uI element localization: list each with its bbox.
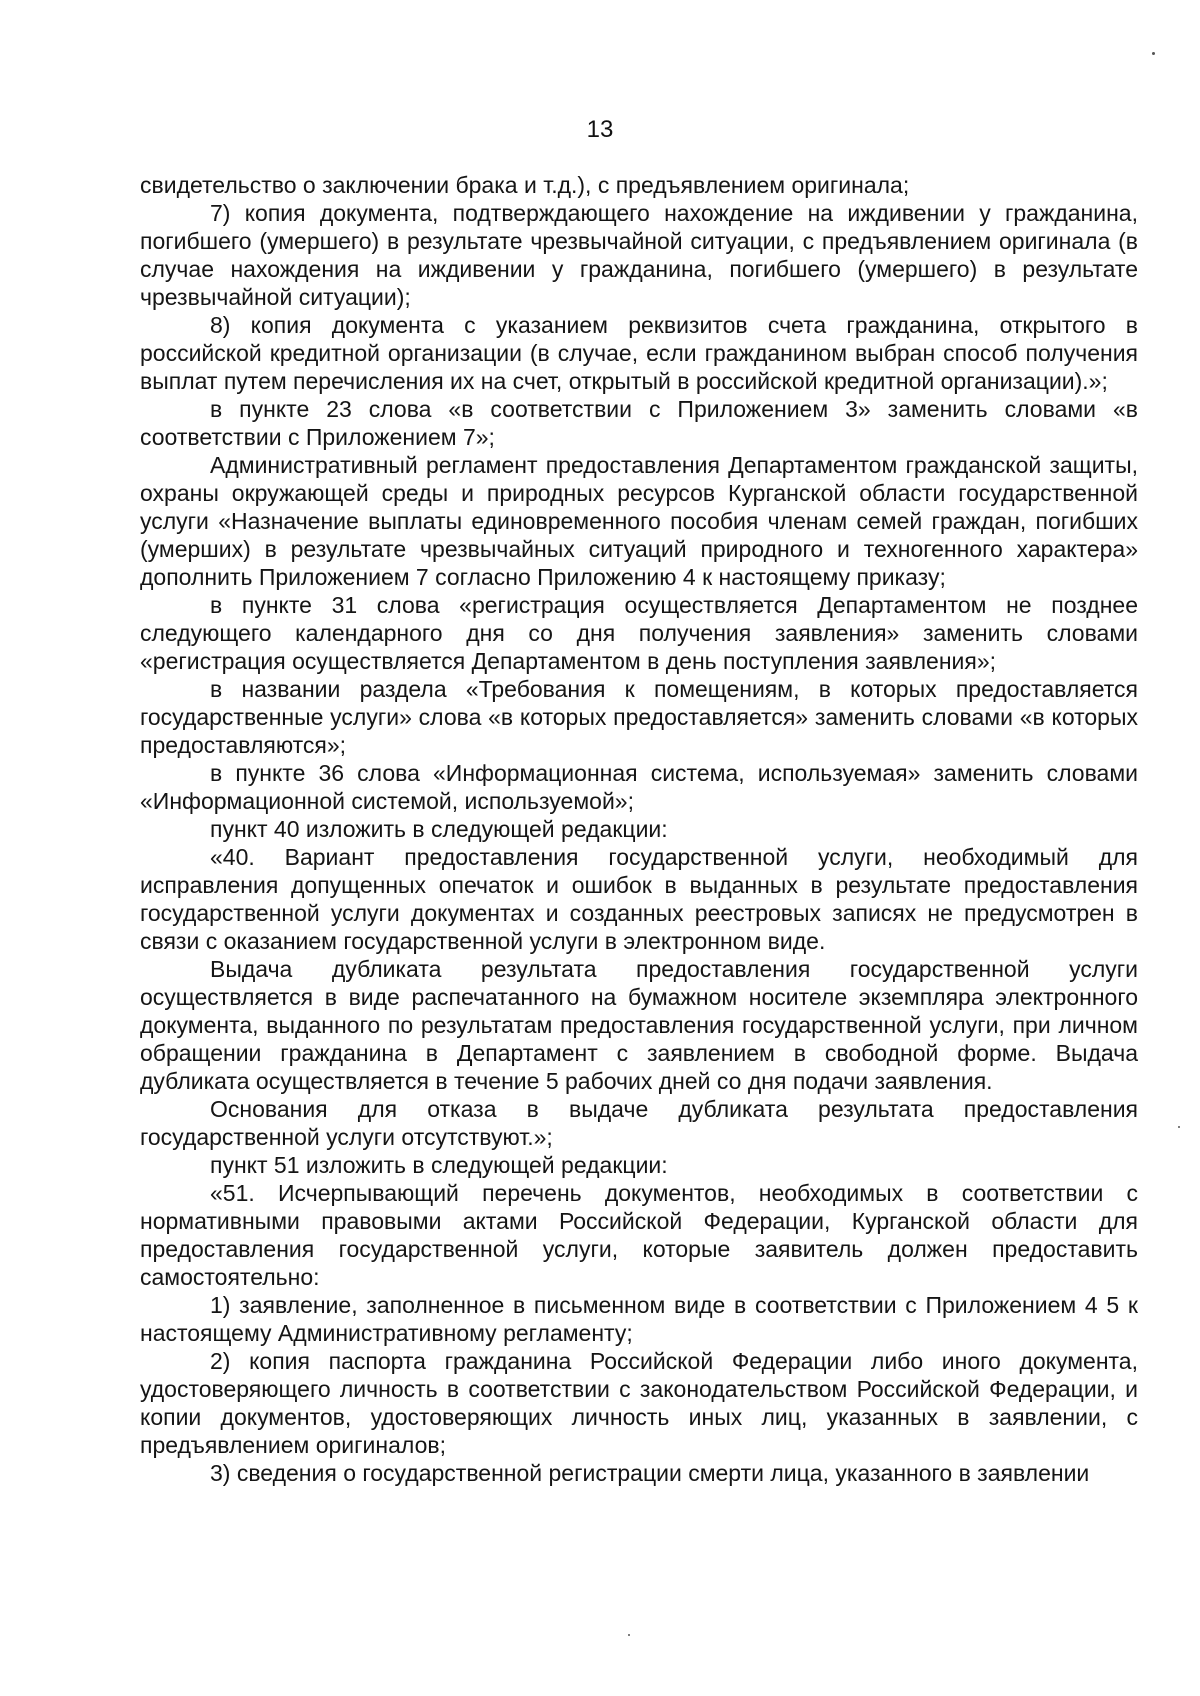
- scan-speck: [628, 1634, 630, 1636]
- paragraph-9: «40. Вариант предоставления государственной услуги, необходимый для исправления допущенных опечаток и ошибок в выданных в результате предоставления государственной услуги документах и созданных реестровых записях не предусмотрен в связи с оказанием государственной услуги в электронном виде.: [140, 844, 1138, 954]
- scan-speck: [1178, 1126, 1180, 1128]
- paragraph-7: в пункте 36 слова «Информационная система, используемая» заменить словами «Информационной системой, используемой»;: [140, 760, 1138, 814]
- paragraph-4: Административный регламент предоставления Департаментом гражданской защиты, охраны окружающей среды и природных ресурсов Курганской области государственной услуги «Назначение выплаты единовременного пособия членам семей граждан, погибших (умерших) в результате чрезвычайных ситуаций природного и техногенного характера» дополнить Приложением 7 согласно Приложению 4 к настоящему приказу;: [140, 452, 1138, 590]
- scan-speck: [1152, 52, 1155, 55]
- paragraph-2: 8) копия документа с указанием реквизитов счета гражданина, открытого в российской кредитной организации (в случае, если гражданином выбран способ получения выплат путем перечисления их на счет, открытый в российской кредитной организации).»;: [140, 312, 1138, 394]
- paragraph-3: в пункте 23 слова «в соответствии с Приложением 3» заменить словами «в соответствии с Приложением 7»;: [140, 396, 1138, 450]
- paragraph-1: 7) копия документа, подтверждающего нахождение на иждивении у гражданина, погибшего (умершего) в результате чрезвычайной ситуации, с предъявлением оригинала (в случае нахождения на иждивении у гражданина, погибшего (умершего) в результате чрезвычайной ситуации);: [140, 200, 1138, 310]
- paragraph-16: 3) сведения о государственной регистрации смерти лица, указанного в заявлении: [210, 1460, 1090, 1486]
- document-body: [140, 171, 1138, 1487]
- paragraph-14: 1) заявление, заполненное в письменном виде в соответствии с Приложением 4 5 к настоящему Административному регламенту;: [140, 1292, 1138, 1346]
- paragraph-0: свидетельство о заключении брака и т.д.), с предъявлением оригинала;: [140, 172, 910, 198]
- paragraph-10: Выдача дубликата результата предоставления государственной услуги осуществляется в виде распечатанного на бумажном носителе экземпляра электронного документа, выданного по результатам предоставления государственной услуги, при личном обращении гражданина в Департамент с заявлением в свободной форме. Выдача дубликата осуществляется в течение 5 рабочих дней со дня подачи заявления.: [140, 956, 1138, 1094]
- paragraph-11: Основания для отказа в выдаче дубликата результата предоставления государственной услуги отсутствуют.»;: [140, 1096, 1138, 1150]
- page-number: 13: [586, 116, 614, 143]
- paragraph-5: в пункте 31 слова «регистрация осуществляется Департаментом не позднее следующего календарного дня со дня получения заявления» заменить словами «регистрация осуществляется Департаментом в день поступления заявления»;: [140, 592, 1138, 674]
- paragraph-8: пункт 40 изложить в следующей редакции:: [210, 816, 668, 842]
- paragraph-12: пункт 51 изложить в следующей редакции:: [210, 1152, 668, 1178]
- paragraph-15: 2) копия паспорта гражданина Российской Федерации либо иного документа, удостоверяющего личность в соответствии с законодательством Российской Федерации, и копии документов, удостоверяющих личность иных лиц, указанных в заявлении, с предъявлением оригиналов;: [140, 1348, 1138, 1458]
- paragraph-6: в названии раздела «Требования к помещениям, в которых предоставляется государственные услуги» слова «в которых предоставляется» заменить словами «в которых предоставляются»;: [140, 676, 1138, 758]
- paragraph-13: «51. Исчерпывающий перечень документов, необходимых в соответствии с нормативными правовыми актами Российской Федерации, Курганской области для предоставления государственной услуги, которые заявитель должен предоставить самостоятельно:: [140, 1180, 1138, 1290]
